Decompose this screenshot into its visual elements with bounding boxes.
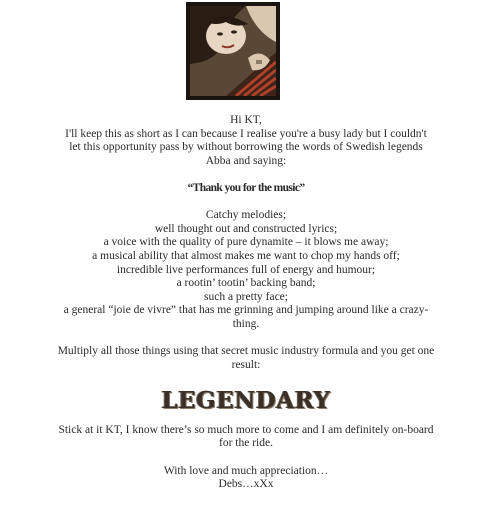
- signature-name: Debs…xXx: [218, 478, 274, 491]
- intro-line: I'll keep this as short as I can because I realise you're a busy lady but I couldn't: [65, 127, 427, 140]
- multiply-line: Multiply all those things using that secret music industry formula and you get one: [57, 345, 435, 358]
- reason-item: incredible live performances full of energy and humour;: [116, 263, 376, 276]
- multiply-paragraph: [0, 345, 492, 372]
- reason-item: a voice with the quality of pure dynamite – it blows me away;: [103, 236, 389, 249]
- intro-line: let this opportunity pass by without borrowing the words of Swedish legends: [69, 141, 423, 154]
- signoff-text: With love and much appreciation…: [163, 464, 329, 477]
- reason-item: thing.: [232, 317, 260, 330]
- reason-item: Catchy melodies;: [205, 209, 287, 222]
- portrait-photo: [186, 2, 280, 100]
- reason-item: a rootin’ tootin’ backing band;: [176, 277, 316, 290]
- reason-item: a general “joie de vivre” that has me grinning and jumping around like a crazy-: [63, 304, 429, 317]
- reason-item: a musical ability that almost makes me want to chop my hands off;: [92, 249, 400, 262]
- greeting-paragraph: [0, 114, 492, 168]
- closing-line: Stick at it KT, I know there’s so much more to come and I am definitely on-board: [58, 423, 434, 436]
- legendary-title: LEGENDARY: [161, 386, 331, 414]
- closing-paragraph: [0, 424, 492, 451]
- greeting-text: Hi KT,: [230, 114, 262, 126]
- letter-body: [0, 114, 492, 492]
- reason-item: well thought out and constructed lyrics;: [154, 222, 338, 235]
- signature-block: [0, 465, 492, 492]
- reason-item: such a pretty face;: [204, 290, 288, 303]
- legendary-banner: [0, 386, 492, 416]
- multiply-line: result:: [231, 358, 261, 371]
- reasons-list: [0, 209, 492, 331]
- quote-heading: “Thank you for the music”: [187, 181, 305, 194]
- intro-line: Abba and saying:: [205, 154, 287, 167]
- closing-line: for the ride.: [219, 437, 273, 450]
